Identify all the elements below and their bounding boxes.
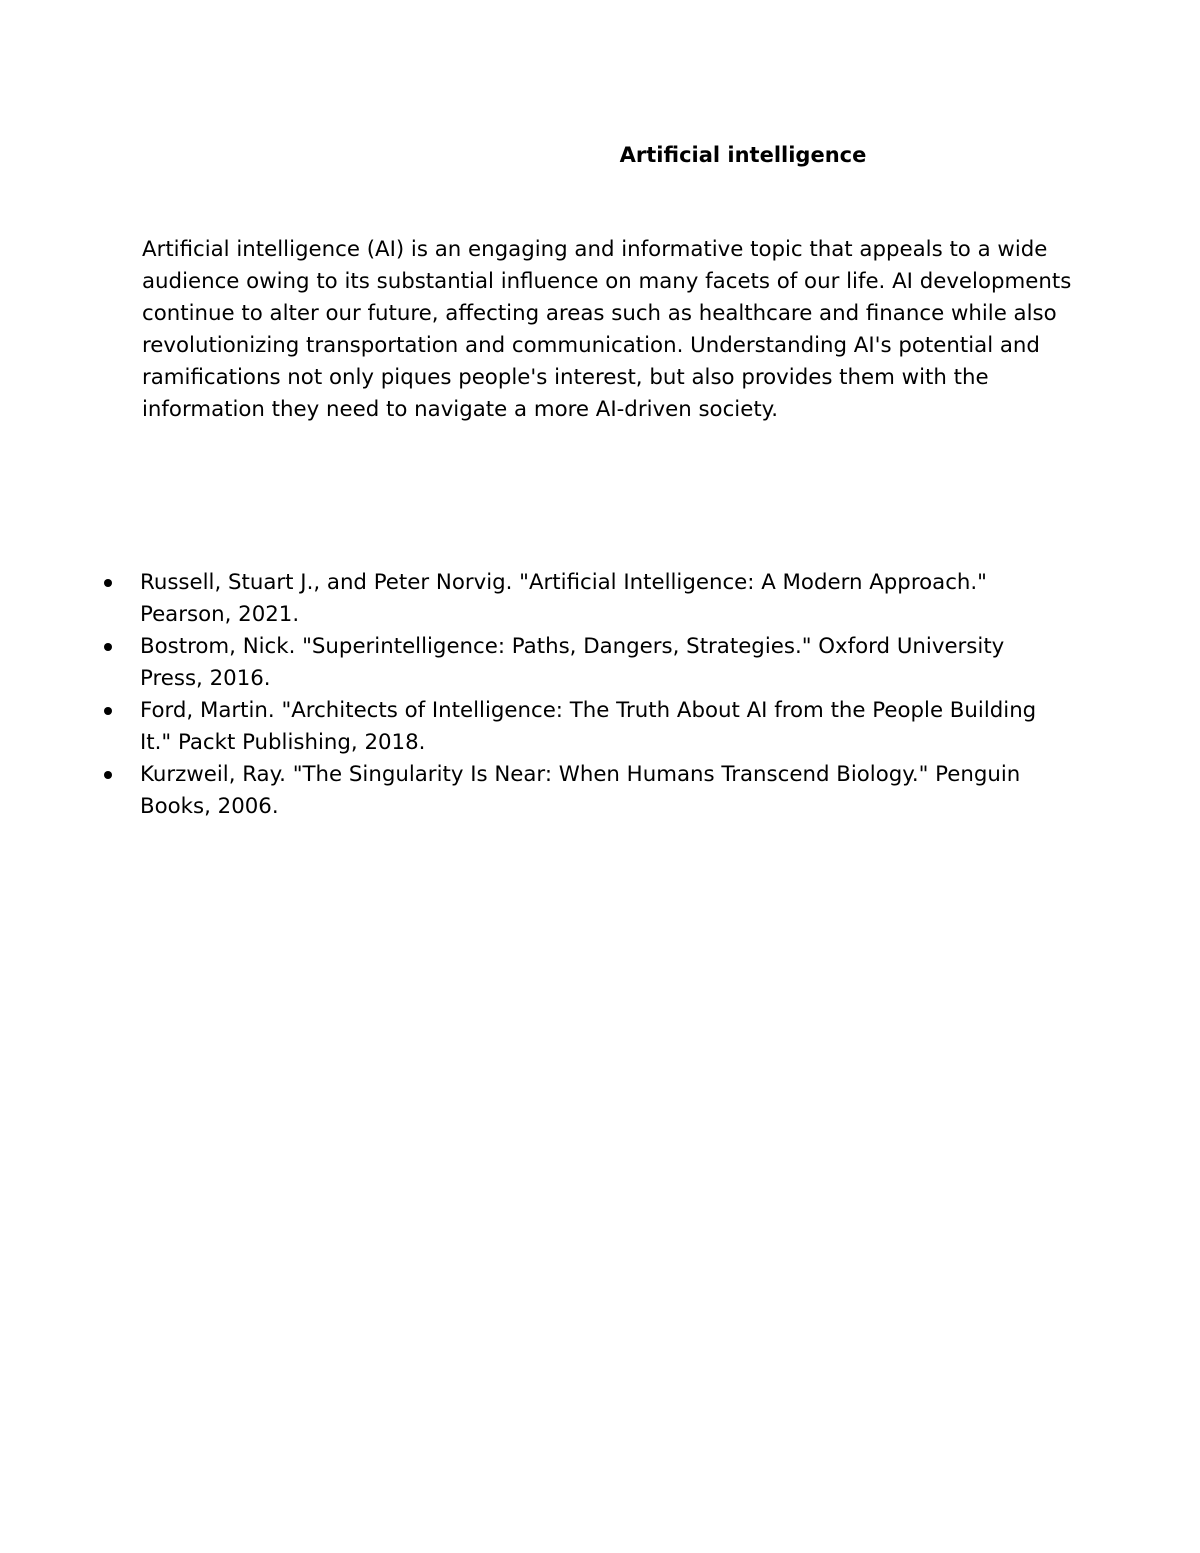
bullet-icon <box>104 771 112 779</box>
reference-text: Russell, Stuart J., and Peter Norvig. "Artificial Intelligence: A Modern Approach." Pearson, 2021. <box>140 570 987 627</box>
reference-item <box>0 759 1040 823</box>
reference-text: Kurzweil, Ray. "The Singularity Is Near: When Humans Transcend Biology." Penguin Books, 2006. <box>140 762 1021 819</box>
reference-text: Bostrom, Nick. "Superintelligence: Paths, Dangers, Strategies." Oxford University Press, 2016. <box>140 634 1005 691</box>
title-region <box>0 0 1200 200</box>
reference-text: Ford, Martin. "Architects of Intelligence: The Truth About AI from the People Building It." Packt Publishing, 2018. <box>140 698 1037 755</box>
bullet-icon <box>104 579 112 587</box>
reference-item <box>0 695 1040 759</box>
reference-list <box>0 567 1200 823</box>
body-paragraph: Artificial intelligence (AI) is an engaging and informative topic that appeals to a wide audience owing to its substantial influence on many facets of our life. AI developments continue to alter our future, affecting areas such as healthcare and finance while also revolutionizing transportation and communication. Understanding AI's potential and ramifications not only piques people's interest, but also provides them with the information they need to navigate a more AI-driven society. <box>142 237 1072 422</box>
reference-item <box>0 567 1040 631</box>
document-title: Artificial intelligence <box>619 143 867 167</box>
reference-item <box>0 631 1040 695</box>
bullet-icon <box>104 707 112 715</box>
bullet-icon <box>104 643 112 651</box>
